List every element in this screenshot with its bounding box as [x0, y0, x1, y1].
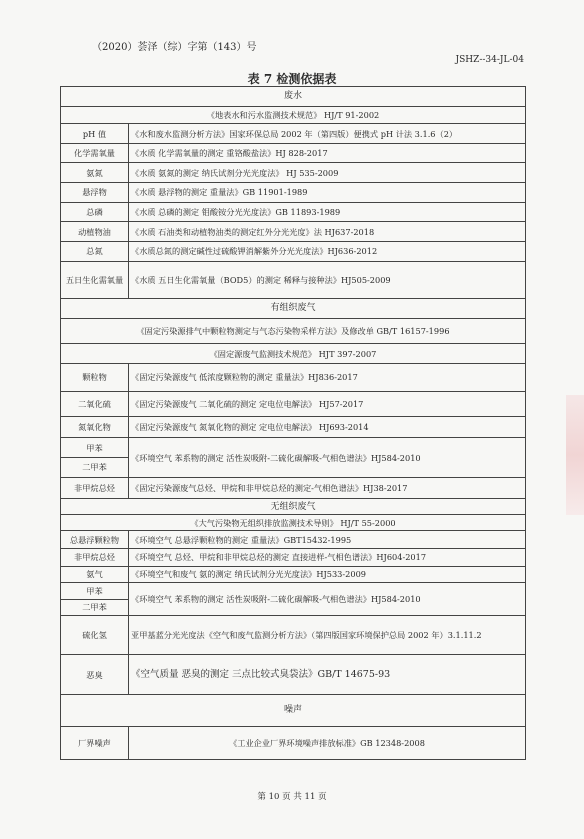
- table-row: [61, 391, 526, 416]
- method-text: 《水质 悬浮物的测定 重量法》GB 11901-1989: [129, 183, 526, 203]
- item-name: 二氧化硫: [61, 391, 129, 416]
- table-title: 表 7 检测依据表: [247, 72, 337, 86]
- page-number: 第 10 页 共 11 页: [257, 792, 327, 802]
- item-name: 厂界噪声: [61, 726, 129, 759]
- method-text: 《水质总氮的测定碱性过硫酸钾消解紫外分光光度法》HJ636-2012: [129, 242, 526, 262]
- method-text: 《水质 石油类和动植物油类的测定红外分光光度》法 HJ637-2018: [129, 222, 526, 242]
- item-name: 甲苯: [61, 438, 129, 458]
- table-row: [61, 416, 526, 438]
- table-row: [61, 261, 526, 298]
- table-row: [61, 364, 526, 392]
- method-text: 《环境空气和废气 氨的测定 纳氏试剂分光光度法》HJ533-2009: [129, 566, 526, 583]
- seal-stamp-edge: [566, 395, 584, 515]
- item-name: 动植物油: [61, 222, 129, 242]
- table-row: [61, 655, 526, 694]
- item-name: 恶臭: [61, 655, 129, 694]
- table-row: [61, 242, 526, 262]
- item-name: 颗粒物: [61, 364, 129, 392]
- table-row: [61, 566, 526, 583]
- method-text: 《工业企业厂界环境噪声排放标准》GB 12348-2008: [129, 726, 526, 759]
- method-text: 《空气质量 恶臭的测定 三点比较式臭袋法》GB/T 14675-93: [129, 655, 526, 694]
- item-name: 二甲苯: [61, 599, 129, 616]
- item-name: 总悬浮颗粒物: [61, 531, 129, 549]
- table-row: [61, 726, 526, 759]
- basis-table: [60, 86, 526, 760]
- item-name: 总磷: [61, 202, 129, 222]
- table-row: [61, 124, 526, 144]
- item-name: 二甲苯: [61, 458, 129, 478]
- item-name: 总氮: [61, 242, 129, 262]
- item-name: 甲苯: [61, 583, 129, 600]
- section-noise: 噪声: [61, 694, 526, 726]
- report-number: （2020）荟泽（综）字第（143）号: [92, 42, 257, 53]
- unorganized-standard: 《大气污染物无组织排放监测技术导则》 HJ/T 55-2000: [61, 514, 526, 531]
- item-name: 氨氮: [61, 163, 129, 183]
- method-text: 《固定污染源废气 氮氧化物的测定 定电位电解法》 HJ693-2014: [129, 416, 526, 438]
- section-wastewater: 废水: [61, 87, 526, 107]
- document-code: JSHZ--34-JL-04: [455, 55, 524, 65]
- item-name: 氮氧化物: [61, 416, 129, 438]
- table-row: [61, 477, 526, 499]
- table-row: [61, 163, 526, 183]
- item-name: 化学需氧量: [61, 143, 129, 163]
- method-text: 《水质 化学需氧量的测定 重铬酸盐法》HJ 828-2017: [129, 143, 526, 163]
- method-text: 《固定污染源废气 二氧化硫的测定 定电位电解法》 HJ57-2017: [129, 391, 526, 416]
- table-row: [61, 583, 526, 600]
- item-name: pH 值: [61, 124, 129, 144]
- method-text: 亚甲基蓝分光光度法《空气和废气监测分析方法》（第四版国家环境保护总局 2002 年）3.1.11.2: [129, 616, 526, 655]
- method-text: 《固定污染源废气总烃、甲烷和非甲烷总烃的测定-气相色谱法》HJ38-2017: [129, 477, 526, 499]
- method-text: 《环境空气 总烃、甲烷和非甲烷总烃的测定 直接进样-气相色谱法》HJ604-2017: [129, 549, 526, 567]
- wastewater-standard: 《地表水和污水监测技术规范》 HJ/T 91-2002: [61, 106, 526, 124]
- table-row: [61, 222, 526, 242]
- method-text: 《水质 总磷的测定 钼酸铵分光光度法》GB 11893-1989: [129, 202, 526, 222]
- table-row: [61, 202, 526, 222]
- table-row: [61, 143, 526, 163]
- item-name: 非甲烷总烃: [61, 477, 129, 499]
- method-text: 《环境空气 总悬浮颗粒物的测定 重量法》GBT15432-1995: [129, 531, 526, 549]
- table-row: [61, 549, 526, 567]
- method-text: 《固定污染源废气 低浓度颗粒物的测定 重量法》HJ836-2017: [129, 364, 526, 392]
- method-text: 《环境空气 苯系物的测定 活性炭吸附-二硫化碳解吸-气相色谱法》HJ584-2010: [129, 583, 526, 616]
- table-row: [61, 531, 526, 549]
- organized-standard-1: 《固定污染源排气中颗粒物测定与气态污染物采样方法》及修改单 GB/T 16157-1996: [61, 318, 526, 344]
- table-row: [61, 183, 526, 203]
- item-name: 非甲烷总烃: [61, 549, 129, 567]
- method-text: 《水和废水监测分析方法》国家环保总局 2002 年（第四版）便携式 pH 计法 3.1.6（2）: [129, 124, 526, 144]
- section-unorganized-gas: 无组织废气: [61, 499, 526, 515]
- item-name: 氨气: [61, 566, 129, 583]
- method-text: 《水质 氨氮的测定 纳氏试剂分光光度法》 HJ 535-2009: [129, 163, 526, 183]
- method-text: 《环境空气 苯系物的测定 活性炭吸附-二硫化碳解吸-气相色谱法》HJ584-2010: [129, 438, 526, 477]
- table-row: [61, 438, 526, 458]
- method-text: 《水质 五日生化需氧量（BOD5）的测定 稀释与接种法》HJ505-2009: [129, 261, 526, 298]
- item-name: 五日生化需氧量: [61, 261, 129, 298]
- section-organized-gas: 有组织废气: [61, 298, 526, 318]
- organized-standard-2: 《固定源废气监测技术规范》 HJT 397-2007: [61, 344, 526, 364]
- item-name: 悬浮物: [61, 183, 129, 203]
- table-row: [61, 616, 526, 655]
- item-name: 硫化氢: [61, 616, 129, 655]
